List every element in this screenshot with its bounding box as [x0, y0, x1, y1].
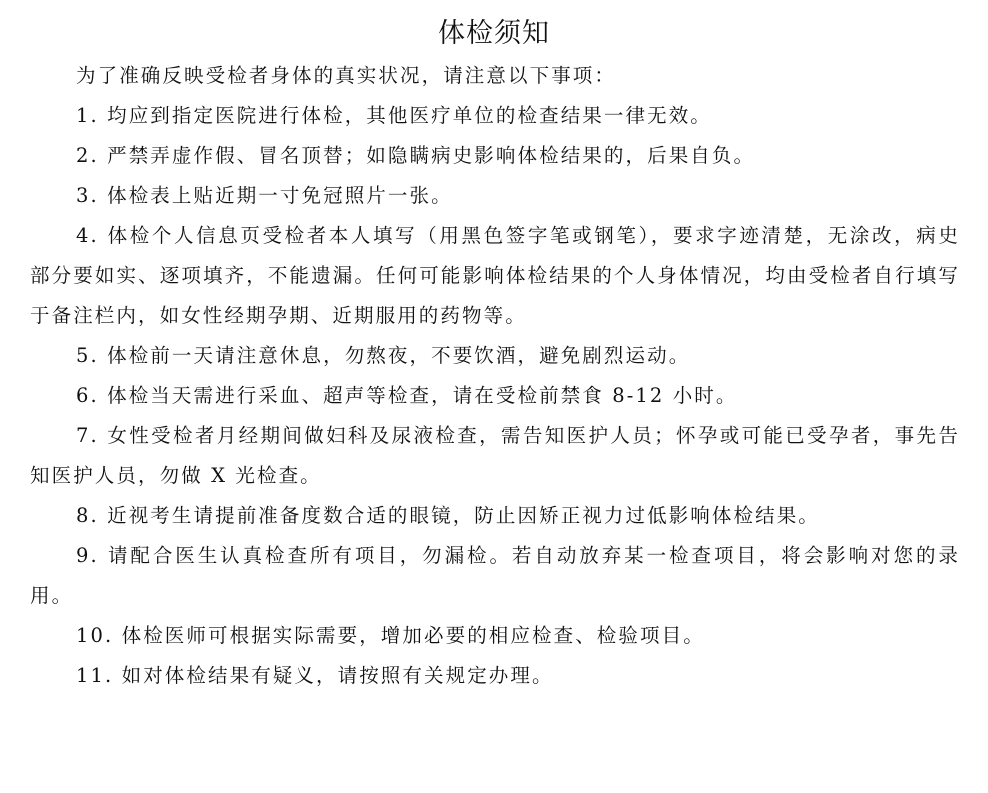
notice-item-1: 1. 均应到指定医院进行体检，其他医疗单位的检查结果一律无效。 — [76, 104, 712, 127]
notice-item-5: 5. 体检前一天请注意休息，勿熬夜，不要饮酒，避免剧烈运动。 — [76, 344, 691, 367]
notice-item-8: 8. 近视考生请提前准备度数合适的眼镜，防止因矫正视力过低影响体检结果。 — [76, 504, 820, 527]
notice-item-7: 7. 女性受检者月经期间做妇科及尿液检查，需告知医护人员；怀孕或可能已受孕者，事先告知医护人员，勿做 X 光检查。 — [30, 424, 960, 487]
notice-item-9: 9. 请配合医生认真检查所有项目，勿漏检。若自动放弃某一检查项目，将会影响对您的录用。 — [30, 544, 960, 607]
document-body — [30, 56, 960, 696]
document-title: 体检须知 — [438, 18, 550, 49]
intro-paragraph: 为了准确反映受检者身体的真实状况，请注意以下事项： — [76, 64, 617, 87]
notice-item-3: 3. 体检表上贴近期一寸免冠照片一张。 — [76, 184, 453, 207]
notice-item-2: 2. 严禁弄虚作假、冒名顶替；如隐瞒病史影响体检结果的，后果自负。 — [76, 144, 756, 167]
notice-item-6: 6. 体检当天需进行采血、超声等检查，请在受检前禁食 8-12 小时。 — [76, 384, 738, 407]
notice-item-4: 4. 体检个人信息页受检者本人填写（用黑色签字笔或钢笔），要求字迹清楚，无涂改，病史部分要如实、逐项填齐，不能遗漏。任何可能影响体检结果的个人身体情况，均由受检者自行填写于备注栏内，如女性经期孕期、近期服用的药物等。 — [30, 224, 960, 327]
notice-item-10: 10. 体检医师可根据实际需要，增加必要的相应检查、检验项目。 — [76, 624, 705, 647]
notice-item-11: 11. 如对体检结果有疑义，请按照有关规定办理。 — [76, 664, 554, 687]
